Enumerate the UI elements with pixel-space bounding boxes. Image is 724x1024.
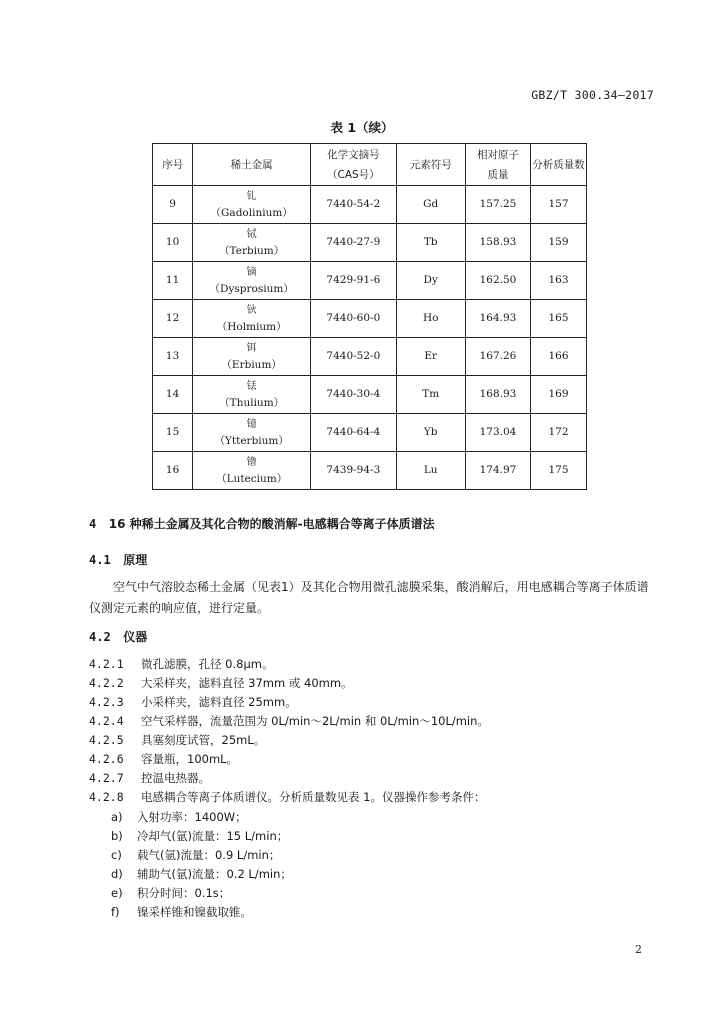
condition-label: d): [111, 867, 123, 881]
cell-cas: 7440-60-0: [311, 300, 396, 338]
cell-symbol: Yb: [396, 414, 465, 452]
instrument-text: 空气采样器，流量范围为 0L/min～2L/min 和 0L/min～10L/min。: [141, 714, 489, 728]
cell-cas: 7440-27-9: [311, 224, 396, 262]
instrument-item: [89, 675, 353, 691]
condition-item: [111, 866, 292, 882]
cell-cas: 7429-91-6: [311, 262, 396, 300]
header-analysis-mass: 分析质量数: [531, 144, 587, 186]
condition-text: 积分时间：0.1s；: [137, 886, 231, 900]
section-4-heading: 4 16 种稀土金属及其化合物的酸消解-电感耦合等离子体质谱法: [89, 517, 435, 531]
cell-seq: 14: [153, 376, 193, 414]
header-symbol: 元素符号: [396, 144, 465, 186]
instrument-item: [89, 751, 238, 767]
table-row: [153, 300, 587, 338]
cell-seq: 11: [153, 262, 193, 300]
cell-symbol: Lu: [396, 452, 465, 490]
table-title: 表 1（续）: [330, 120, 394, 135]
instrument-text: 大采样夹，滤料直径 37mm 或 40mm。: [141, 676, 353, 690]
table-header-row: [153, 144, 587, 186]
cell-cas: 7440-52-0: [311, 338, 396, 376]
instrument-text: 具塞刻度试管，25mL。: [141, 733, 266, 747]
cell-symbol: Dy: [396, 262, 465, 300]
cell-metal: 钆 （Gadolinium）: [193, 186, 311, 224]
cell-analysis-mass: 159: [531, 224, 587, 262]
instrument-item: [89, 713, 489, 729]
condition-text: 冷却气(氩)流量：15 L/min；: [137, 829, 289, 843]
instrument-item: [89, 732, 265, 748]
cell-mass: 158.93: [465, 224, 530, 262]
cell-mass: 173.04: [465, 414, 530, 452]
instrument-number: 4.2.7: [89, 771, 124, 785]
instrument-text: 小采样夹，滤料直径 25mm。: [141, 695, 297, 709]
page-number: 2: [635, 943, 642, 956]
cell-cas: 7440-64-4: [311, 414, 396, 452]
condition-label: b): [111, 829, 123, 843]
cell-mass: 168.93: [465, 376, 530, 414]
principle-paragraph: 空气中气溶胶态稀土金属（见表1）及其化合物用微孔滤膜采集，酸消解后，用电感耦合等离子体质谱仪测定元素的响应值，进行定量。: [89, 580, 649, 615]
cell-mass: 174.97: [465, 452, 530, 490]
instrument-number: 4.2.6: [89, 752, 124, 766]
cell-metal: 钬 （Holmium）: [193, 300, 311, 338]
table-row: [153, 452, 587, 490]
cell-seq: 13: [153, 338, 193, 376]
cell-mass: 157.25: [465, 186, 530, 224]
table-row: [153, 414, 587, 452]
cell-analysis-mass: 157: [531, 186, 587, 224]
cell-metal: 铽 （Terbium）: [193, 224, 311, 262]
instrument-text: 容量瓶，100mL。: [141, 752, 239, 766]
instrument-number: 4.2.8: [89, 790, 124, 804]
cell-seq: 10: [153, 224, 193, 262]
cell-seq: 12: [153, 300, 193, 338]
instrument-item: [89, 656, 273, 672]
cell-analysis-mass: 172: [531, 414, 587, 452]
cell-symbol: Er: [396, 338, 465, 376]
condition-label: f): [111, 905, 120, 919]
cell-mass: 162.50: [465, 262, 530, 300]
header-mass: 相对原子 质量: [465, 144, 530, 186]
instrument-number: 4.2.5: [89, 733, 124, 747]
instrument-item: [89, 770, 210, 786]
cell-analysis-mass: 169: [531, 376, 587, 414]
cell-seq: 9: [153, 186, 193, 224]
cell-analysis-mass: 165: [531, 300, 587, 338]
condition-text: 镍采样锥和镍截取锥。: [137, 905, 252, 919]
condition-label: a): [111, 810, 123, 824]
instrument-number: 4.2.1: [89, 657, 124, 671]
header-cas: 化学文摘号 （CAS号）: [311, 144, 396, 186]
table-row: [153, 262, 587, 300]
table-row: [153, 186, 587, 224]
instrument-number: 4.2.4: [89, 714, 124, 728]
cell-symbol: Tm: [396, 376, 465, 414]
cell-analysis-mass: 175: [531, 452, 587, 490]
instrument-text: 控温电热器。: [141, 771, 210, 785]
condition-text: 入射功率：1400W；: [137, 810, 247, 824]
instrument-item: [89, 789, 485, 805]
condition-item: [111, 885, 230, 901]
condition-label: c): [111, 848, 122, 862]
cell-cas: 7440-30-4: [311, 376, 396, 414]
condition-item: [111, 904, 252, 920]
cell-mass: 164.93: [465, 300, 530, 338]
instrument-number: 4.2.3: [89, 695, 124, 709]
standard-code: GBZ/T 300.34—2017: [531, 88, 654, 102]
cell-metal: 铥 （Thulium）: [193, 376, 311, 414]
condition-item: [111, 847, 280, 863]
table-row: [153, 376, 587, 414]
cell-seq: 15: [153, 414, 193, 452]
instrument-text: 电感耦合等离子体质谱仪。分析质量数见表 1。仪器操作参考条件：: [141, 790, 486, 804]
table-row: [153, 224, 587, 262]
section-4-1-heading: 4.1 原理: [89, 553, 148, 567]
cell-metal: 镝 （Dysprosium）: [193, 262, 311, 300]
condition-label: e): [111, 886, 123, 900]
cell-mass: 167.26: [465, 338, 530, 376]
cell-symbol: Gd: [396, 186, 465, 224]
condition-text: 载气(氩)流量：0.9 L/min；: [137, 848, 281, 862]
instrument-text: 微孔滤膜，孔径 0.8μm。: [141, 657, 274, 671]
cell-cas: 7440-54-2: [311, 186, 396, 224]
header-seq: 序号: [153, 144, 193, 186]
cell-metal: 镱 （Ytterbium）: [193, 414, 311, 452]
condition-text: 辅助气(氩)流量：0.2 L/min；: [137, 867, 292, 881]
cell-analysis-mass: 166: [531, 338, 587, 376]
instrument-number: 4.2.2: [89, 676, 124, 690]
cell-symbol: Tb: [396, 224, 465, 262]
cell-cas: 7439-94-3: [311, 452, 396, 490]
table-row: [153, 338, 587, 376]
rare-earth-table: [152, 143, 587, 490]
cell-metal: 铒 （Erbium）: [193, 338, 311, 376]
cell-metal: 镥 （Lutecium）: [193, 452, 311, 490]
condition-item: [111, 828, 288, 844]
cell-seq: 16: [153, 452, 193, 490]
instrument-item: [89, 694, 297, 710]
section-4-2-heading: 4.2 仪器: [89, 630, 148, 644]
cell-analysis-mass: 163: [531, 262, 587, 300]
header-metal: 稀土金属: [193, 144, 311, 186]
cell-symbol: Ho: [396, 300, 465, 338]
condition-item: [111, 809, 247, 825]
